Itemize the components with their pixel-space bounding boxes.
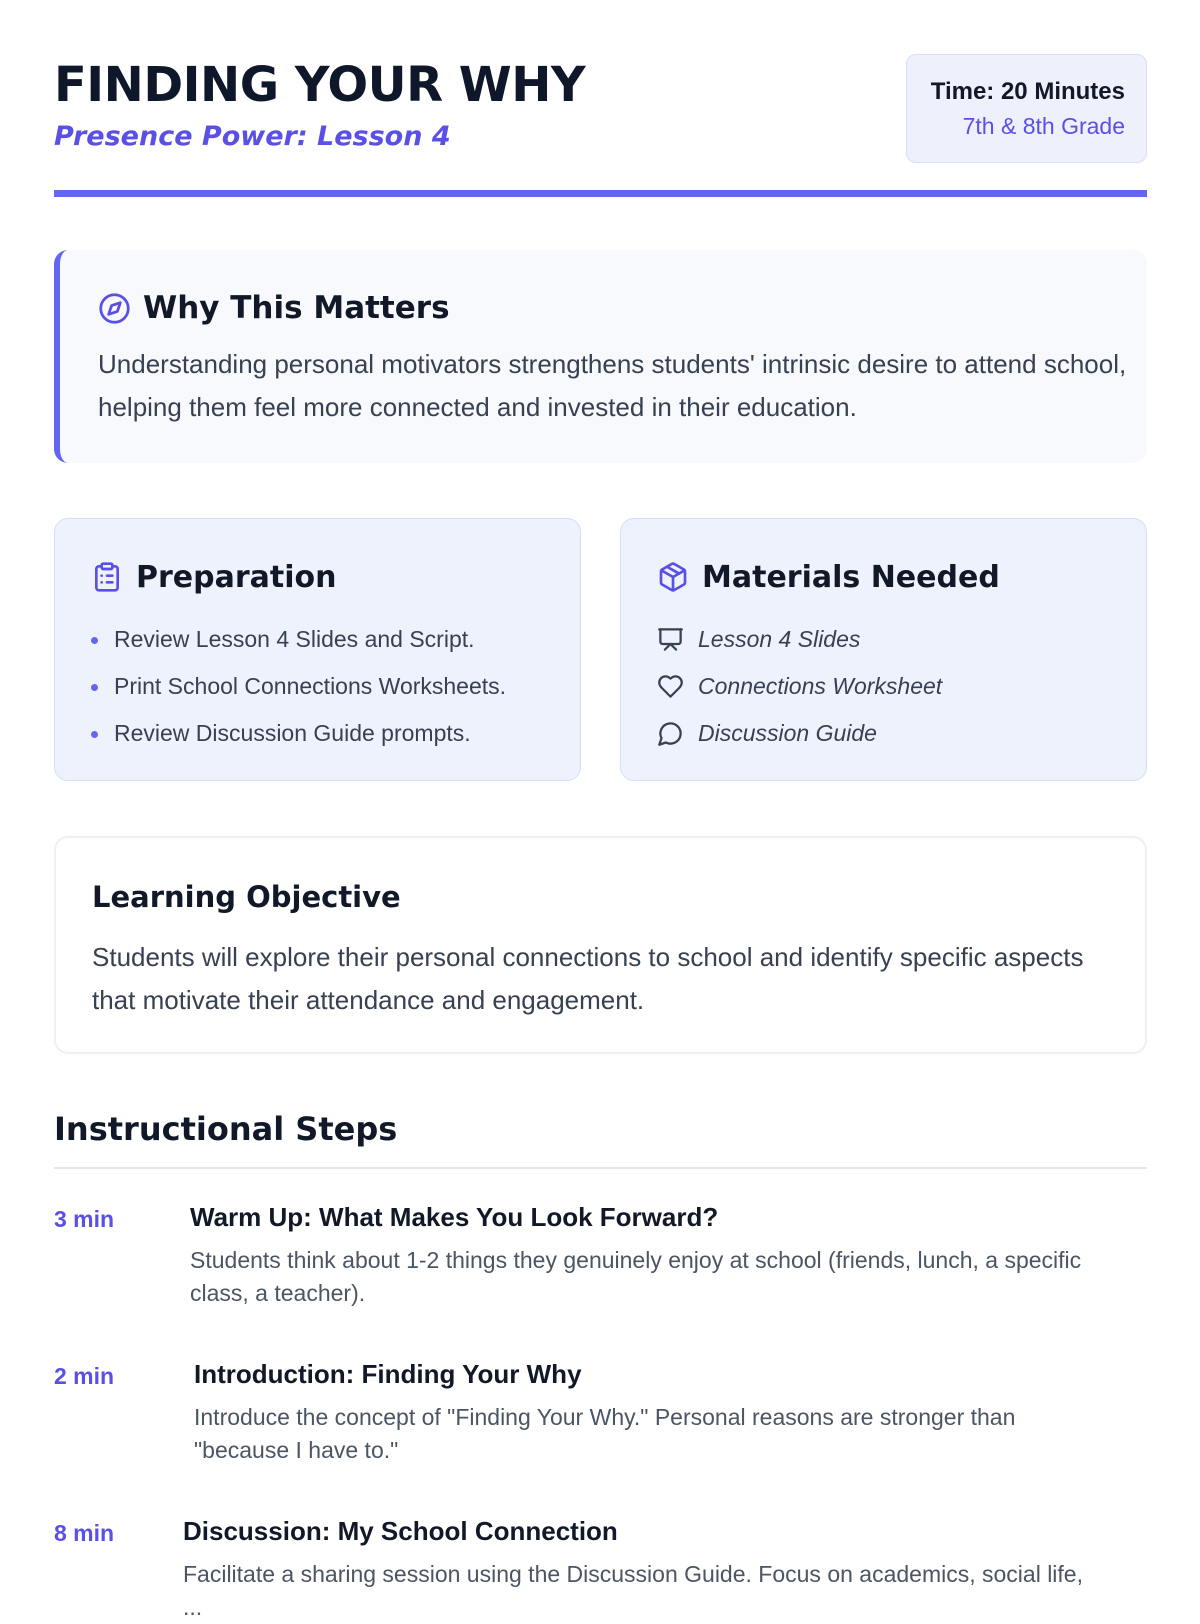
time-grade-badge <box>906 54 1147 163</box>
grade-label: 7th & 8th Grade <box>962 113 1125 139</box>
material-item <box>657 672 942 719</box>
material-label: Connections Worksheet <box>698 673 943 699</box>
materials-card <box>620 518 1147 781</box>
material-item <box>657 625 942 672</box>
lesson-subtitle: Presence Power: Lesson 4 <box>54 121 451 152</box>
objective-body: Students will explore their personal connections to school and identify specific aspects that motivate their attendance and engagement. <box>92 942 1084 1015</box>
material-label: Lesson 4 Slides <box>698 626 861 652</box>
preparation-heading-row <box>91 557 336 597</box>
materials-heading-row <box>657 557 1000 597</box>
material-item <box>657 719 942 766</box>
step-duration: 8 min <box>54 1520 115 1546</box>
list-item: Print School Connections Worksheets. <box>91 672 506 719</box>
step-duration: 2 min <box>54 1363 115 1389</box>
materials-list <box>657 625 942 766</box>
step-body: Introduce the concept of "Finding Your Why." Personal reasons are stronger than "because I have to." <box>194 1404 1016 1463</box>
material-label: Discussion Guide <box>698 720 877 746</box>
step-title: Warm Up: What Makes You Look Forward? <box>190 1202 719 1232</box>
time-label: Time: 20 Minutes <box>930 78 1125 105</box>
step-title: Introduction: Finding Your Why <box>194 1359 582 1389</box>
presentation-icon <box>657 626 684 653</box>
steps-heading: Instructional Steps <box>54 1110 398 1148</box>
header-divider <box>54 190 1147 197</box>
step-duration: 3 min <box>54 1206 115 1232</box>
step-body: Facilitate a sharing session using the Discussion Guide. Focus on academics, social life, ... <box>183 1561 1083 1620</box>
materials-heading: Materials Needed <box>702 559 1000 595</box>
step-title: Discussion: My School Connection <box>183 1516 618 1546</box>
why-heading-row <box>98 288 450 328</box>
preparation-card <box>54 518 581 781</box>
clipboard-list-icon <box>91 561 123 593</box>
objective-heading: Learning Objective <box>92 880 401 914</box>
package-icon <box>657 561 689 593</box>
compass-icon <box>98 292 131 325</box>
why-body: Understanding personal motivators strengthens students' intrinsic desire to attend school, helping them feel more connected and invested in their education. <box>98 349 1127 422</box>
page-title: FINDING YOUR WHY <box>54 57 586 113</box>
list-item: Review Discussion Guide prompts. <box>91 719 506 766</box>
heart-icon <box>657 673 684 700</box>
preparation-list <box>91 625 506 766</box>
learning-objective-panel <box>54 836 1147 1054</box>
why-this-matters-panel <box>54 250 1147 463</box>
lesson-page <box>54 0 1147 1620</box>
steps-divider <box>54 1167 1147 1169</box>
list-item: Review Lesson 4 Slides and Script. <box>91 625 506 672</box>
why-heading: Why This Matters <box>143 290 450 326</box>
step-body: Students think about 1-2 things they genuinely enjoy at school (friends, lunch, a specific class, a teacher). <box>190 1247 1082 1306</box>
chat-bubble-icon <box>657 720 684 747</box>
preparation-heading: Preparation <box>136 559 337 595</box>
lesson-header <box>54 52 1147 197</box>
